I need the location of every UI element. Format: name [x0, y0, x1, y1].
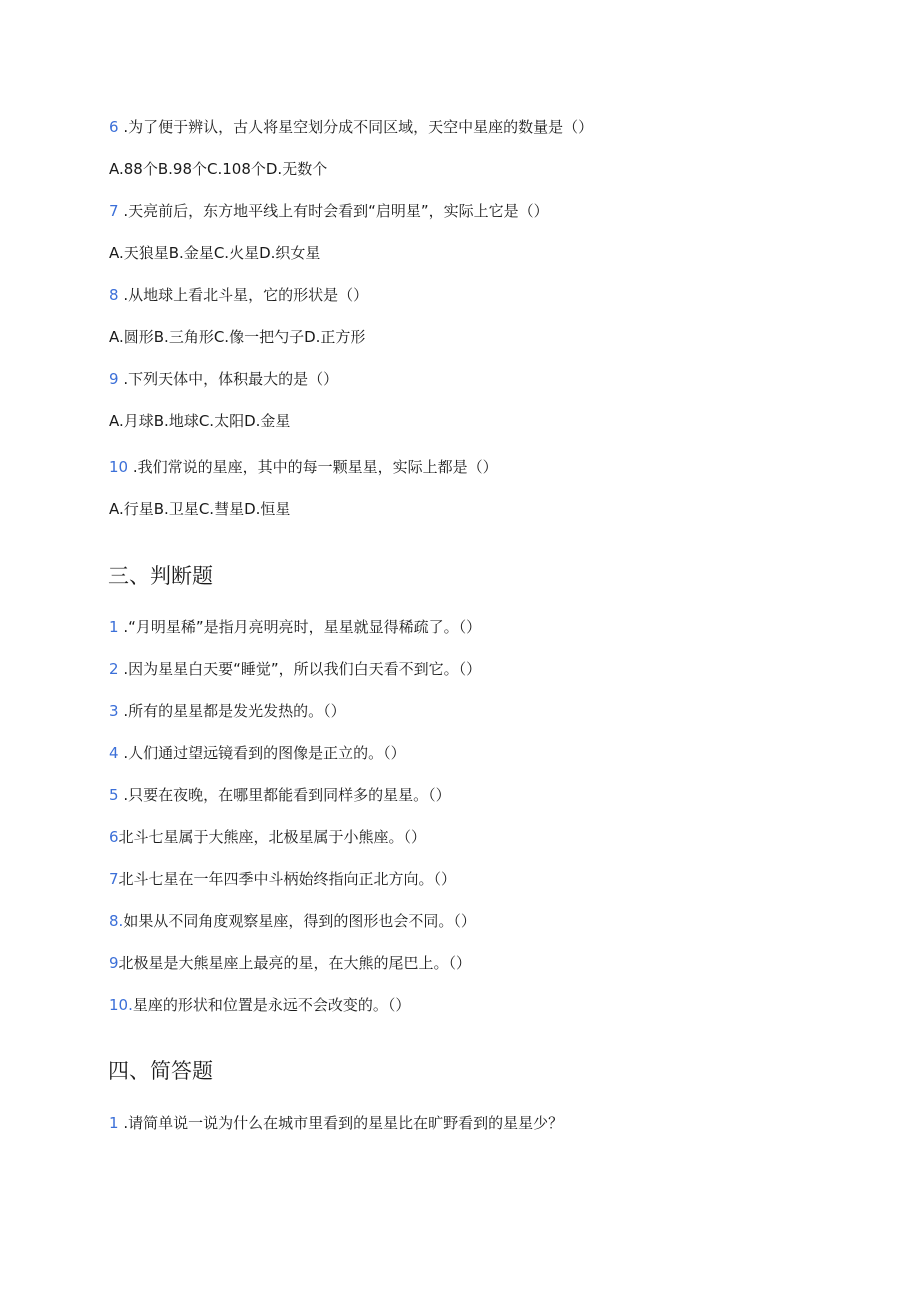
judge-item-7 — [109, 869, 456, 889]
question-10 — [109, 457, 498, 477]
item-number: 7 — [109, 870, 119, 888]
item-number: 3 — [109, 702, 119, 720]
question-text: .天亮前后，东方地平线上有时会看到“启明星”，实际上它是（） — [118, 202, 549, 220]
question-10-options: A.行星B.卫星C.彗星D.恒星 — [109, 500, 291, 518]
question-9-options: A.月球B.地球C.太阳D.金星 — [109, 412, 291, 430]
item-number: 1 — [109, 618, 119, 636]
section-3-heading: 三、判断题 — [108, 564, 213, 588]
judge-item-5 — [109, 785, 451, 805]
question-6-options: A.88个B.98个C.108个D.无数个 — [109, 160, 328, 178]
question-number: 7 — [109, 202, 119, 220]
item-text: 北斗七星属于大熊座，北极星属于小熊座。（） — [118, 828, 427, 846]
item-text: .请简单说一说为什么在城市里看到的星星比在旷野看到的星星少？ — [118, 1114, 564, 1132]
judge-item-6 — [109, 827, 426, 847]
item-number: 8. — [109, 912, 124, 930]
judge-item-1 — [109, 617, 481, 637]
short-answer-item-1 — [109, 1113, 563, 1133]
question-7 — [109, 201, 549, 221]
item-number: 6 — [109, 828, 119, 846]
judge-item-2 — [109, 659, 481, 679]
item-number: 1 — [109, 1114, 119, 1132]
item-number: 2 — [109, 660, 119, 678]
question-8 — [109, 285, 368, 305]
item-text: 星座的形状和位置是永远不会改变的。（） — [132, 996, 411, 1014]
section-4-heading: 四、简答题 — [108, 1059, 213, 1083]
question-9 — [109, 369, 338, 389]
item-text: .只要在夜晚，在哪里都能看到同样多的星星。（） — [118, 786, 451, 804]
item-text: .因为星星白天要“睡觉”，所以我们白天看不到它。（） — [118, 660, 482, 678]
question-6 — [109, 117, 593, 137]
judge-item-9 — [109, 953, 471, 973]
question-text: .下列天体中，体积最大的是（） — [118, 370, 339, 388]
item-text: .人们通过望远镜看到的图像是正立的。（） — [118, 744, 406, 762]
question-8-options: A.圆形B.三角形C.像一把勺子D.正方形 — [109, 328, 366, 346]
question-text: .我们常说的星座，其中的每一颗星星，实际上都是（） — [128, 458, 498, 476]
item-text: 如果从不同角度观察星座，得到的图形也会不同。（） — [123, 912, 476, 930]
item-text: 北极星是大熊星座上最亮的星，在大熊的尾巴上。（） — [118, 954, 472, 972]
question-text: .从地球上看北斗星，它的形状是（） — [118, 286, 369, 304]
question-text: .为了便于辨认，古人将星空划分成不同区域，天空中星座的数量是（） — [118, 118, 594, 136]
item-number: 10. — [109, 996, 133, 1014]
judge-item-8 — [109, 911, 476, 931]
item-text: 北斗七星在一年四季中斗柄始终指向正北方向。（） — [118, 870, 457, 888]
judge-item-10 — [109, 995, 410, 1015]
item-text: .“月明星稀”是指月亮明亮时，星星就显得稀疏了。（） — [118, 618, 482, 636]
item-number: 9 — [109, 954, 119, 972]
item-number: 4 — [109, 744, 119, 762]
question-number: 9 — [109, 370, 119, 388]
judge-item-4 — [109, 743, 406, 763]
judge-item-3 — [109, 701, 346, 721]
item-number: 5 — [109, 786, 119, 804]
item-text: .所有的星星都是发光发热的。（） — [118, 702, 346, 720]
question-number: 6 — [109, 118, 119, 136]
question-number: 10 — [109, 458, 129, 476]
question-number: 8 — [109, 286, 119, 304]
question-7-options: A.天狼星B.金星C.火星D.织女星 — [109, 244, 321, 262]
